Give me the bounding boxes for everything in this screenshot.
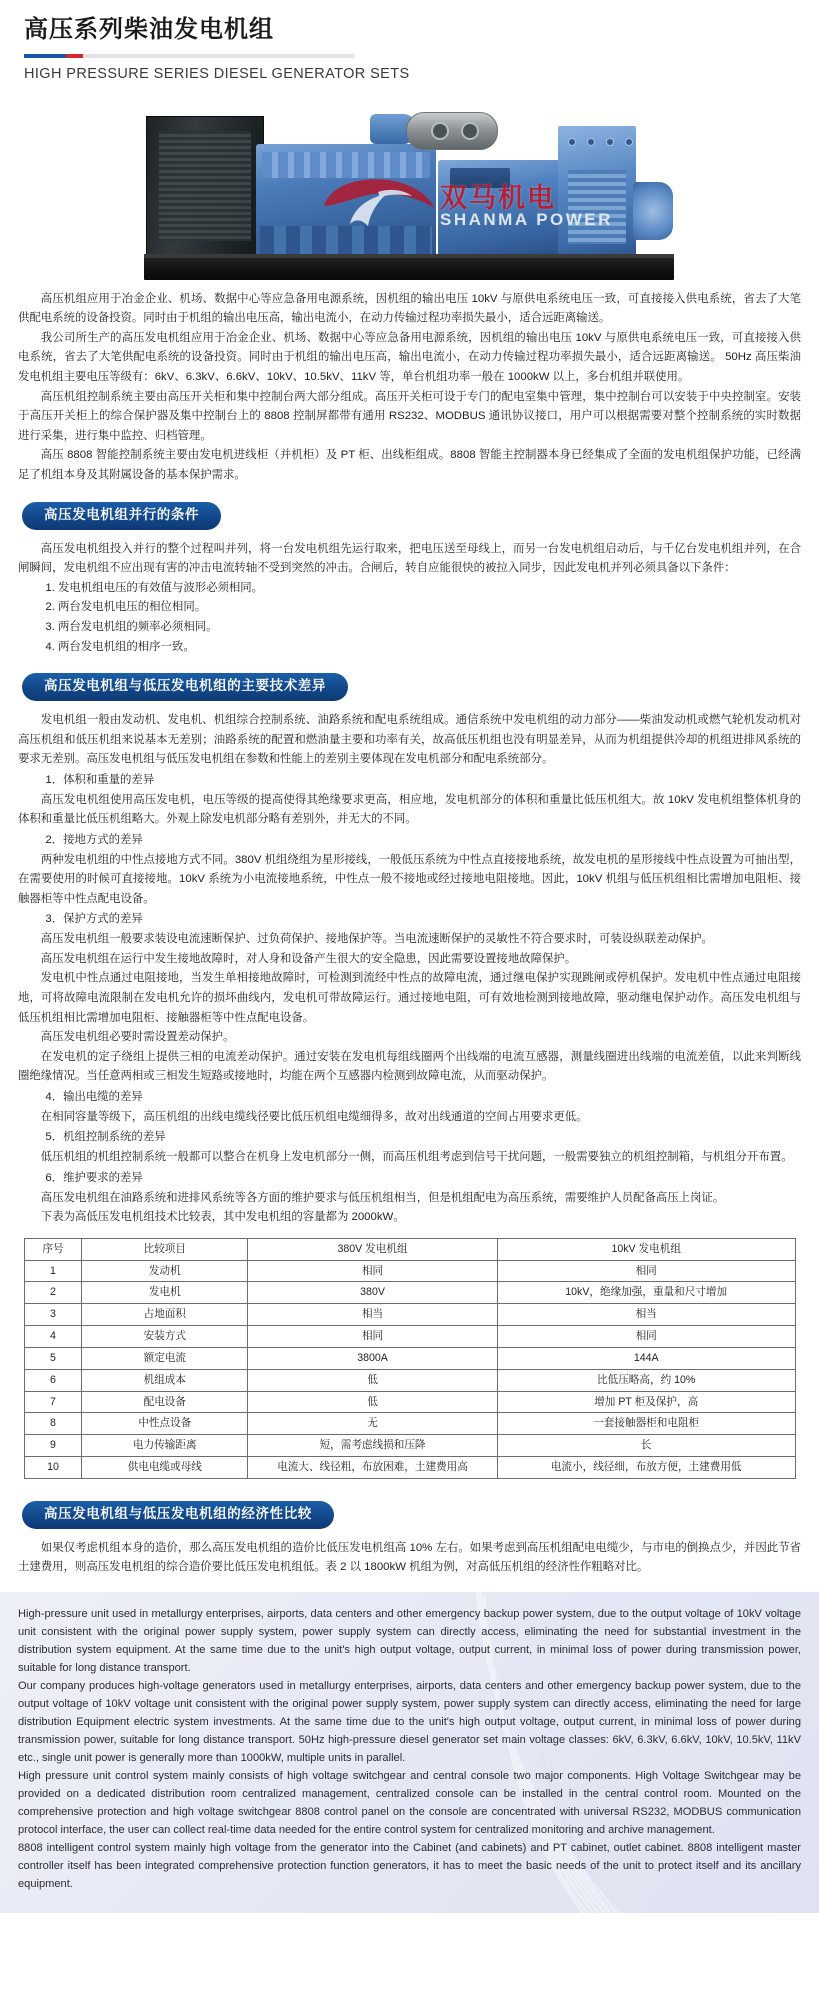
high-voltage-cabinet <box>558 126 636 256</box>
cabinet-indicator-dots <box>568 138 633 146</box>
section-heading-parallel-conditions: 高压发电机组并行的条件 <box>22 502 221 530</box>
tech-body-5: 低压机组的机组控制系统一般都可以整合在机身上发电机部分一侧，而高压机组考虑到信号干扰问题，一般需要独立的机组控制箱，与机组分开布置。 <box>40 1151 793 1164</box>
divider-red-segment <box>66 54 83 58</box>
turbo-port-2 <box>461 122 479 140</box>
intro-paragraph-3: 高压机组控制系统主要由高压开关柜和集中控制台两大部分组成。高压开关柜可设于专门的配电室集中管理，集中控制台可以安装于中央控制室。安装于高压开关柜上的综合保护器及集中控制台上的 8808 控制屏都带有通用 RS232、MODBUS 通讯协议接口，用户可以根据需要对整个控制系统的实时数据进行采集，进行集中监控、归档管理。 <box>18 390 801 442</box>
tech-body-1: 高压发电机组使用高压发电机，电压等级的提高使得其绝缘要求更高，相应地，发电机部分的体积和重量比低压机组大。故 10kV 发电机组整体机身的体积和重量比低压机组略大。外观上除发电机部分略有差别外，并无大的不同。 <box>18 793 801 826</box>
comparison-table <box>24 1238 796 1479</box>
tech-subheading-4: 4．输出电缆的差异 <box>45 1091 143 1104</box>
table-header-row <box>24 1238 795 1260</box>
table-cell-380v: 相同 <box>248 1326 498 1348</box>
tech-intro-paragraph: 发电机组一般由发动机、发电机、机组综合控制系统、油路系统和配电系统组成。通信系统中发电机组的动力部分——柴油发动机或燃气轮机发动机对高压机组和低压机组来说基本无差别；油路系统的配置和燃油量主要和功率有关，故高低压机组也没有明显差异，从而为机组提供冷却的机组进排风系统的要求无差别。高压发电机组与低压发电机组在参数和性能上的差别主要体现在发电机部分和配电系统部分。 <box>18 714 801 766</box>
table-cell-index: 2 <box>24 1282 82 1304</box>
table-cell-10kv: 相同 <box>497 1260 795 1282</box>
table-cell-380v: 380V <box>248 1282 498 1304</box>
tech-body-3d: 高压发电机组必要时需设置差动保护。 <box>40 1031 235 1044</box>
english-paragraph-2: Our company produces high-voltage generators used in metallurgy enterprises, airports, data centers and other emergency backup power system, due to the output voltage of 10kV voltage unit consistent with the original power supply system, power supply system can directly access, eliminating the need for large distribution Equipment electric system investments. At the same time due to the unit's high output voltage, output current, in minimal loss of power during transmission power, suitable for long distance transport. 50Hz high-pressure diesel generator set main voltage classes: 6kV, 6.3kV, 6.6kV, 10kV, 10.5kV, 11kV etc., single unit power is generally more than 1000kW, multiple units in parallel. <box>18 1679 801 1764</box>
tech-body-2: 两种发电机组的中性点接地方式不同。380V 机组绕组为星形接线，一般低压系统为中性点直接接地系统，故发电机的星形接线中性点设置为可抽出型，在需要使用的时候可直接接地。10kV 系统为小电流接地系统，中性点一般不接地或经过接地电阻接地。因此，10kV 机组与低压机组相比需增加电阻柜、接触器柜等中性点配电设备。 <box>18 853 801 905</box>
divider-blue-segment <box>24 54 66 58</box>
table-cell-10kv: 长 <box>497 1435 795 1457</box>
table-cell-380v: 3800A <box>248 1347 498 1369</box>
table-cell-index: 5 <box>24 1347 82 1369</box>
table-row <box>24 1282 795 1304</box>
table-cell-index: 6 <box>24 1369 82 1391</box>
table-header-cell: 序号 <box>24 1238 82 1260</box>
table-row <box>24 1413 795 1435</box>
table-cell-item: 发动机 <box>82 1260 248 1282</box>
table-cell-380v: 无 <box>248 1413 498 1435</box>
title-divider <box>24 54 354 58</box>
radiator-module <box>146 116 264 256</box>
tech-body-4: 在相同容量等级下，高压机组的出线电缆线径要比低压机组电缆细得多，故对出线通道的空间占用要求更低。 <box>40 1110 588 1123</box>
economic-section <box>0 1485 819 1578</box>
table-cell-10kv: 增加 PT 柜及保护，高 <box>497 1391 795 1413</box>
table-cell-380v: 相当 <box>248 1304 498 1326</box>
table-row <box>24 1260 795 1282</box>
tech-body-3a: 高压发电机组一般要求装设电流速断保护、过负荷保护、接地保护等。当电流速断保护的灵敏性不符合要求时，可装设纵联差动保护。 <box>40 933 713 946</box>
section-heading-technical-differences: 高压发电机组与低压发电机组的主要技术差异 <box>22 673 348 701</box>
tech-subheading-6: 6．维护要求的差异 <box>45 1171 143 1184</box>
tech-body-3c: 发电机中性点通过电阻接地，当发生单相接地故障时，可检测到流经中性点的故障电流，通过继电保护实现跳闸或停机保护。发电机中性点通过电阻接地，可将故障电流限制在发电机允许的损坏曲线内，发电机可带故障运行。通过接地电阻，可有效地检测到接地故障，驱动继电保护动作。高压发电机组与低压机组相比需增加电阻柜、接触器柜等中性点配电设备。 <box>18 972 801 1024</box>
cooling-fan-housing <box>633 182 673 240</box>
english-paragraph-3: High pressure unit control system mainly consists of high voltage switchgear and central console two major components. High Voltage Switchgear may be provided on a dedicated distribution room centralized management, centralized console can be installed in the central control room. Mounted on the comprehensive protection and high voltage switchgear 8808 control panel on the console are concentrated with universal RS232, MODBUS communication protocol interface, the user can collect real-time data needed for the entire control system for centralized monitoring and archive management. <box>18 1769 801 1836</box>
table-row <box>24 1326 795 1348</box>
table-cell-item: 发电机 <box>82 1282 248 1304</box>
table-header-cell: 比较项目 <box>82 1238 248 1260</box>
alternator-body <box>438 160 560 256</box>
english-paragraph-1: High-pressure unit used in metallurgy enterprises, airports, data centers and other emergency backup power system, due to the output voltage of 10kV voltage unit consistent with the original power supply system, power supply system can directly access, eliminating the need for substantial investment in the distribution system equipment. At the same time due to the unit's high output voltage, output current, in minimal loss of power during transmission power, suitable for long distance transport. <box>18 1607 801 1674</box>
parallel-condition-item: 1. 发电机组电压的有效值与波形必须相同。 <box>45 581 264 594</box>
engine-block <box>256 144 436 256</box>
table-header-cell: 10kV 发电机组 <box>497 1238 795 1260</box>
section-heading-economic-comparison: 高压发电机组与低压发电机组的经济性比较 <box>22 1501 334 1529</box>
tech-subheading-5: 5．机组控制系统的差异 <box>45 1131 166 1144</box>
generator-set-illustration <box>138 100 683 280</box>
table-row <box>24 1457 795 1479</box>
table-cell-index: 1 <box>24 1260 82 1282</box>
table-cell-item: 安装方式 <box>82 1326 248 1348</box>
table-cell-10kv: 比低压略高，约 10% <box>497 1369 795 1391</box>
intro-paragraph-4: 高压 8808 智能控制系统主要由发电机进线柜（并机柜）及 PT 柜、出线柜组成。8808 智能主控制器本身已经集成了全面的发电机组保护功能，已经满足了机组本身及其附属设备的基本保护需求。 <box>18 449 801 482</box>
table-caption: 下表为高低压发电机组技术比较表，其中发电机组的容量都为 2000kW。 <box>40 1211 405 1224</box>
table-cell-item: 机组成本 <box>82 1369 248 1391</box>
english-paragraph-4: 8808 intelligent control system mainly high voltage from the generator into the Cabinet (and cabinets) and PT cabinet, outlet cabinet. 8808 intelligent master controller itself has been integrated comprehensive protection function generators, it has to meet the basic needs of the unit to protect itself and its ancillary equipment. <box>18 1841 801 1890</box>
document-body <box>0 290 819 1228</box>
table-cell-index: 10 <box>24 1457 82 1479</box>
table-row <box>24 1304 795 1326</box>
indicator-dot <box>625 138 633 146</box>
parallel-condition-item: 4. 两台发电机组的相序一致。 <box>45 640 195 653</box>
page-header <box>0 0 819 82</box>
parallel-condition-item: 2. 两台发电机电压的相位相同。 <box>45 601 207 614</box>
economic-paragraph-1: 如果仅考虑机组本身的造价，那么高压发电机组的造价比低压发电机组高 10% 左右。如果考虑到高压机组配电电缆少，与市电的倒换点少，并因此节省土建费用，则高压发电机组的综合造价要比低压发电机组低。表 2 以 1800kW 机组为例，对高低压机组的经济性作粗略对比。 <box>18 1541 801 1574</box>
table-cell-item: 占地面积 <box>82 1304 248 1326</box>
watermark-text-cn: 双马机电 <box>440 182 556 213</box>
terminal-box <box>450 168 510 188</box>
indicator-dot <box>606 138 614 146</box>
table-cell-380v: 低 <box>248 1391 498 1413</box>
table-cell-item: 电力传输距离 <box>82 1435 248 1457</box>
table-cell-10kv: 电流小，线径细，布放方便，土建费用低 <box>497 1457 795 1479</box>
hero-image <box>0 90 819 290</box>
tech-body-3b: 高压发电机组在运行中发生接地故障时，对人身和设备产生很大的安全隐患，因此需要设置接地故障保护。 <box>40 952 577 965</box>
table-cell-item: 中性点设备 <box>82 1413 248 1435</box>
tech-subheading-2: 2．接地方式的差异 <box>45 833 143 846</box>
table-cell-item: 配电设备 <box>82 1391 248 1413</box>
table-cell-10kv: 相同 <box>497 1326 795 1348</box>
tech-subheading-1: 1．体积和重量的差异 <box>45 773 155 786</box>
table-cell-index: 9 <box>24 1435 82 1457</box>
tech-subheading-3: 3．保护方式的差异 <box>45 913 143 926</box>
turbo-port-1 <box>431 122 449 140</box>
table-cell-380v: 相同 <box>248 1260 498 1282</box>
table-row <box>24 1435 795 1457</box>
table-cell-380v: 短，需考虑线损和压降 <box>248 1435 498 1457</box>
cabinet-louvers <box>568 170 626 244</box>
parallel-intro-paragraph: 高压发电机组投入并行的整个过程叫并列，将一台发电机组先运行取来，把电压送至母线上，而另一台发电机组启动后，与千亿台发电机组并列，在合闸瞬间，发电机组不应出现有害的冲击电流转轴不受到突然的冲击。合闸后，转自应能很快的被拉入同步，因此发电机并列必须具备以下条件： <box>18 542 801 575</box>
table-cell-item: 额定电流 <box>82 1347 248 1369</box>
indicator-dot <box>568 138 576 146</box>
table-cell-index: 8 <box>24 1413 82 1435</box>
page-title-en: HIGH PRESSURE SERIES DIESEL GENERATOR SETS <box>24 65 410 82</box>
table-cell-10kv: 相当 <box>497 1304 795 1326</box>
table-cell-item: 供电电缆或母线 <box>82 1457 248 1479</box>
table-cell-index: 7 <box>24 1391 82 1413</box>
tech-body-6: 高压发电机组在油路系统和进排风系统等各方面的维护要求与低压机组相当，但是机组配电为高压系统，需要维护人员配备高压上岗证。 <box>40 1191 725 1204</box>
table-row <box>24 1347 795 1369</box>
table-row <box>24 1391 795 1413</box>
tech-body-3e: 在发电机的定子绕组上提供三相的电流差动保护。通过安装在发电机每组线圈两个出线端的电流互感器，测量线圈进出线端的电流差值，以此来判断线圈绝缘情况。当任意两相或三相发生短路或接地时，均能在两个互感器内检测到故障电流，从而驱动保护。 <box>18 1050 801 1083</box>
intro-paragraph-2: 我公司所生产的高压发电机组应用于冶金企业、机场、数据中心等应急备用电源系统，因机组的输出电压 10kV 与原供电系统电压一致，可直接接入供电系统，省去了大笔供配电系统的设备投资。同时由于机组的输出电压高，输出电流小，在动力传输过程功率损失最小，适合远距离输送。 50Hz 高压柴油发电机组主要电压等级有：6kV、6.3kV、6.6kV、10kV、10.5kV、11kV 等，单台机组功率一般在 1000kW 以上，多台机组并联使用。 <box>18 331 801 384</box>
page-title-cn: 高压系列柴油发电机组 <box>24 16 274 43</box>
table-row <box>24 1369 795 1391</box>
skid-base-frame <box>144 254 674 280</box>
table-header-cell: 380V 发电机组 <box>248 1238 498 1260</box>
english-summary-block <box>0 1592 819 1914</box>
parallel-condition-item: 3. 两台发电机组的频率必须相同。 <box>45 621 218 633</box>
table-cell-380v: 低 <box>248 1369 498 1391</box>
table-cell-index: 3 <box>24 1304 82 1326</box>
watermark-text-en: SHANMA POWER <box>440 209 613 229</box>
table-cell-10kv: 10kV，绝缘加强，重量和尺寸增加 <box>497 1282 795 1304</box>
table-cell-10kv: 一套接触器柜和电阻柜 <box>497 1413 795 1435</box>
turbocharger <box>406 112 498 150</box>
table-cell-10kv: 144A <box>497 1347 795 1369</box>
indicator-dot <box>587 138 595 146</box>
table-cell-380v: 电流大、线径粗，布放困难，土建费用高 <box>248 1457 498 1479</box>
table-cell-index: 4 <box>24 1326 82 1348</box>
intro-paragraph-1: 高压机组应用于冶金企业、机场、数据中心等应急备用电源系统，因机组的输出电压 10kV 与原供电系统电压一致，可直接接入供电系统，省去了大笔供配电系统的设备投资。同时由于机组的输出电压高，输出电流小，在动力传输过程功率损失最小，适合远距离输送。 <box>18 292 801 325</box>
